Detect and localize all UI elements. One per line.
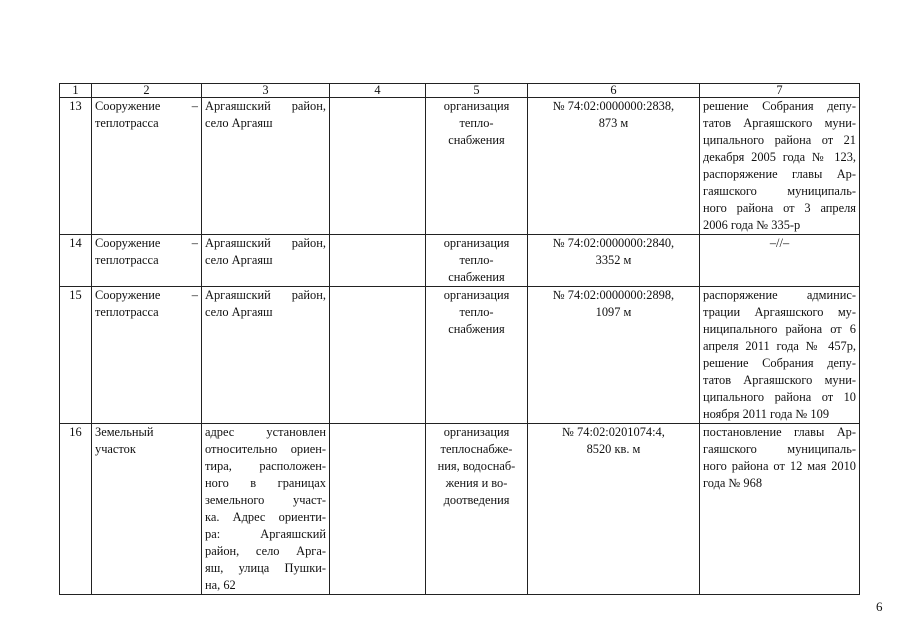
address-cell <box>202 235 330 287</box>
legal-basis-line: гаяшского муниципаль- <box>703 442 856 456</box>
purpose-line: жения и во- <box>445 476 508 490</box>
cadastral-cell <box>528 287 700 424</box>
table-row <box>60 287 860 424</box>
address-line: яш, улица Пушки- <box>205 561 326 575</box>
purpose-line: теплоснабже- <box>440 442 513 456</box>
column-number: 2 <box>92 84 202 98</box>
purpose-line: организация <box>443 425 510 439</box>
object-name-cell <box>92 287 202 424</box>
purpose-line: организация <box>443 236 510 250</box>
address-line: Аргаяшский район, <box>205 288 326 302</box>
legal-basis-line: распоряжение админис- <box>703 288 856 302</box>
property-registry-table <box>59 83 860 595</box>
table-row <box>60 424 860 595</box>
row-number-cell: 13 <box>60 98 92 235</box>
cadastral-line: № 74:02:0000000:2840, <box>552 236 675 250</box>
cadastral-line: № 74:02:0201074:4, <box>562 425 665 439</box>
legal-basis-line: ноября 2011 года № 109 <box>703 407 830 421</box>
legal-basis-cell <box>700 98 860 235</box>
address-line: ка. Адрес ориенти- <box>205 510 326 524</box>
column-number: 5 <box>426 84 528 98</box>
address-cell <box>202 287 330 424</box>
column-number: 3 <box>202 84 330 98</box>
legal-basis-line: постановление главы Ар- <box>703 425 856 439</box>
purpose-line: снабжения <box>448 322 505 336</box>
purpose-cell <box>426 98 528 235</box>
object-name-cell <box>92 235 202 287</box>
legal-basis-cell <box>700 235 860 287</box>
legal-basis-line: декабря 2005 года № 123, <box>703 150 856 164</box>
row-number-cell: 16 <box>60 424 92 595</box>
address-line: село Аргаяш <box>205 305 273 319</box>
legal-basis-line: ного района от 3 апреля <box>703 201 856 215</box>
legal-basis-line: ципального района от 10 <box>703 390 856 404</box>
cadastral-line: 1097 м <box>595 305 632 319</box>
empty-column-cell <box>330 235 426 287</box>
purpose-line: тепло- <box>459 253 494 267</box>
legal-basis-line: апреля 2011 года № 457р, <box>703 339 856 353</box>
legal-basis-line: года № 968 <box>703 476 763 490</box>
legal-basis-line: решение Собрания депу- <box>703 99 856 113</box>
legal-basis-cell <box>700 287 860 424</box>
object-name-line: Сооружение – <box>95 236 198 250</box>
address-cell <box>202 424 330 595</box>
empty-column-cell <box>330 287 426 424</box>
address-line: на, 62 <box>205 578 236 592</box>
purpose-line: тепло- <box>459 305 494 319</box>
column-number: 4 <box>330 84 426 98</box>
cadastral-line: № 74:02:0000000:2838, <box>552 99 675 113</box>
object-name-line: теплотрасса <box>95 305 159 319</box>
legal-basis-line: ципального района от 21 <box>703 133 856 147</box>
purpose-cell <box>426 235 528 287</box>
address-line: Аргаяшский район, <box>205 236 326 250</box>
row-number-cell: 14 <box>60 235 92 287</box>
cadastral-line: № 74:02:0000000:2898, <box>552 288 675 302</box>
address-cell <box>202 98 330 235</box>
purpose-line: организация <box>443 288 510 302</box>
legal-basis-cell <box>700 424 860 595</box>
purpose-line: снабжения <box>448 133 505 147</box>
object-name-line: Сооружение – <box>95 99 198 113</box>
purpose-line: доотведения <box>443 493 510 507</box>
address-line: адрес установлен <box>205 425 326 439</box>
purpose-line: снабжения <box>448 270 505 284</box>
column-number-row <box>60 84 860 98</box>
legal-basis-line: ниципального района от 6 <box>703 322 856 336</box>
address-line: Аргаяшский район, <box>205 99 326 113</box>
legal-basis-line: татов Аргаяшского муни- <box>703 373 856 387</box>
row-number-cell: 15 <box>60 287 92 424</box>
cadastral-line: 3352 м <box>595 253 632 267</box>
column-number: 1 <box>60 84 92 98</box>
address-line: ра: Аргаяшский <box>205 527 326 541</box>
cadastral-line: 8520 кв. м <box>586 442 641 456</box>
legal-basis-line: решение Собрания депу- <box>703 356 856 370</box>
address-line: земельного участ- <box>205 493 326 507</box>
address-line: относительно ориен- <box>205 442 326 456</box>
page-number: 6 <box>876 599 883 614</box>
legal-basis-line: –//– <box>769 236 790 250</box>
legal-basis-line: татов Аргаяшского муни- <box>703 116 856 130</box>
object-name-cell <box>92 424 202 595</box>
object-name-line: теплотрасса <box>95 253 159 267</box>
address-line: село Аргаяш <box>205 253 273 267</box>
address-line: район, село Арга- <box>205 544 326 558</box>
object-name-cell <box>92 98 202 235</box>
object-name-line: участок <box>95 442 136 456</box>
purpose-cell <box>426 287 528 424</box>
cadastral-cell <box>528 235 700 287</box>
column-number: 7 <box>700 84 860 98</box>
empty-column-cell <box>330 98 426 235</box>
purpose-line: ния, водоснаб- <box>437 459 516 473</box>
empty-column-cell <box>330 424 426 595</box>
registry-body <box>60 98 860 595</box>
object-name-line: Земельный <box>95 425 154 439</box>
legal-basis-line: 2006 года № 335-р <box>703 218 801 232</box>
legal-basis-line: трации Аргаяшского му- <box>703 305 856 319</box>
address-line: тира, расположен- <box>205 459 326 473</box>
address-line: село Аргаяш <box>205 116 273 130</box>
address-line: ного в границах <box>205 476 326 490</box>
object-name-line: теплотрасса <box>95 116 159 130</box>
purpose-cell <box>426 424 528 595</box>
legal-basis-line: распоряжение главы Ар- <box>703 167 856 181</box>
legal-basis-line: ного района от 12 мая 2010 <box>703 459 856 473</box>
column-number: 6 <box>528 84 700 98</box>
purpose-line: организация <box>443 99 510 113</box>
table-row <box>60 98 860 235</box>
object-name-line: Сооружение – <box>95 288 198 302</box>
legal-basis-line: гаяшского муниципаль- <box>703 184 856 198</box>
table-row <box>60 235 860 287</box>
cadastral-cell <box>528 424 700 595</box>
cadastral-line: 873 м <box>598 116 629 130</box>
cadastral-cell <box>528 98 700 235</box>
purpose-line: тепло- <box>459 116 494 130</box>
